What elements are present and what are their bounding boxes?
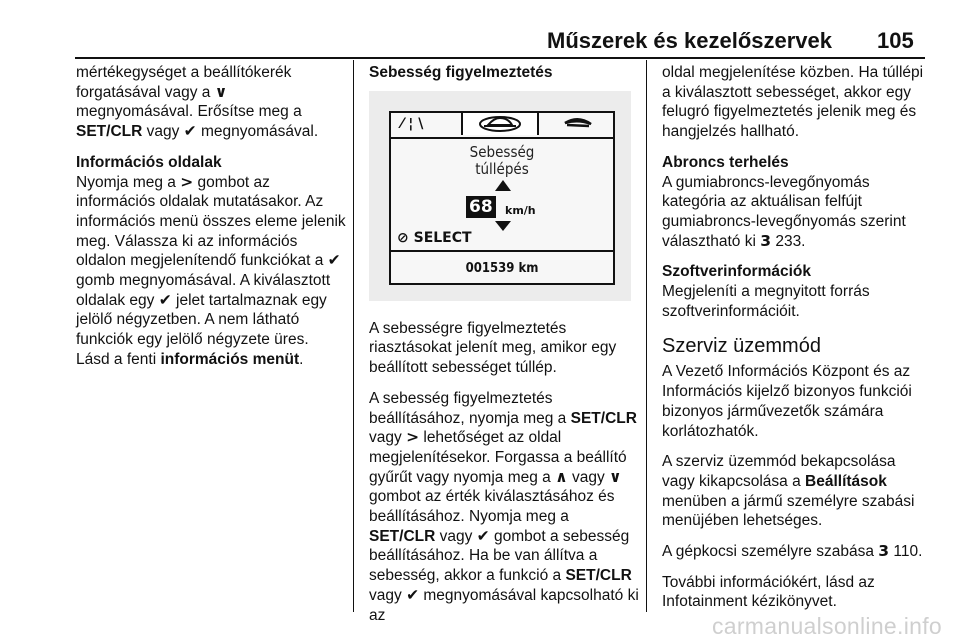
text-run: A sebesség figyelmeztetés beállításához, nyomja meg a [369, 389, 571, 427]
header-rule [75, 57, 925, 59]
display-tab-bar [391, 113, 613, 139]
display-title-line2: túllépés [475, 159, 529, 178]
bold-term: Beállítások [805, 472, 887, 490]
button-glyph-icon: ✔ [183, 122, 197, 141]
text-run: gombot az érték kiválasztásához és beállításához. Nyomja meg a [369, 488, 615, 526]
button-glyph-icon: ✔ [476, 526, 490, 545]
arrow-up-icon [495, 180, 511, 191]
display-separator [391, 250, 613, 252]
speed-unit: km/h [505, 203, 536, 217]
text-run: lehetőséget az oldal megjelenítésekor. Forgassa a beállító gyűrűt vagy nyomja meg a [369, 429, 627, 486]
speed-warning-para1: A sebességre figyelmeztetés riasztásokat jelenít meg, amikor egy beállított sebességet túllép. [369, 319, 617, 377]
service-mode-para2 [662, 452, 932, 531]
select-row [397, 229, 472, 249]
page-header [0, 0, 960, 60]
button-glyph-icon: ∧ [555, 467, 568, 486]
button-glyph-icon: ✔ [327, 251, 341, 270]
text-run: menüben a jármű személyre szabási menüjében lehetséges. [662, 492, 915, 530]
speed-warning-para2 [369, 389, 639, 625]
button-glyph-icon: ∨ [214, 82, 228, 101]
text-run: jelet tartalmaznak egy jelölő négyzetben. A nem látható funkciók egy jelölő négyzete üres. Lásd a fenti [76, 291, 327, 368]
info-pages-heading: Információs oldalak [76, 153, 222, 171]
column-divider-1 [353, 60, 354, 612]
text-run: 110. [889, 543, 923, 561]
column-divider-2 [646, 60, 647, 612]
text-run: . [299, 350, 304, 368]
tire-load-heading: Abroncs terhelés [662, 153, 789, 171]
service-mode-para1: A Vezető Információs Központ és az Információs kijelző bizonyos funkciói bizonyos járművezetők számára korlátozhatók. [662, 363, 912, 440]
text-run: vagy [567, 468, 610, 486]
car-tab-active [461, 113, 539, 135]
road-sign-icon [563, 115, 593, 140]
text-run: vagy [369, 429, 407, 447]
select-check-icon: ⊘ [397, 229, 409, 246]
text-run: A gumiabroncs-levegőnyomás kategória az aktuálisan felfújt gumiabroncs-levegőnyomás szerint választható ki [662, 173, 906, 250]
text-run: megnyomásával. [196, 123, 319, 141]
display-title-line1: Sebesség [469, 142, 535, 161]
button-glyph-icon: ✔ [158, 290, 172, 309]
software-info-heading: Szoftverinformációk [662, 263, 812, 281]
text-run: vagy [435, 527, 477, 545]
bold-term: információs menüt [160, 350, 300, 368]
text-run: vagy [142, 123, 184, 141]
column-2 [369, 63, 639, 625]
tire-load-paragraph [662, 173, 932, 252]
bold-term: SET/CLR [565, 567, 632, 585]
column-1 [76, 63, 346, 370]
bold-term: SET/CLR [570, 409, 637, 427]
select-label: SELECT [413, 229, 472, 246]
text-run: megnyomásával. Erősítse meg a [76, 103, 302, 121]
lane-icon: ⁄ ¦ \ [401, 115, 424, 132]
button-glyph-icon: 3 [760, 231, 772, 250]
button-glyph-icon: 3 [878, 542, 890, 561]
text-run: A gépkocsi személyre szabása [662, 543, 879, 561]
text-run: megnyomásával kapcsolható ki az [369, 586, 639, 624]
display-illustration [369, 91, 631, 301]
service-mode-heading: Szerviz üzemmód [662, 335, 821, 358]
info-display-screen [389, 111, 615, 285]
text-run: mértékegységet a beállítókerék forgatásával vagy a [76, 64, 292, 101]
text-run: Nyomja meg a [76, 173, 181, 191]
section-title: Műszerek és kezelőszervek [547, 28, 832, 53]
bold-term: SET/CLR [76, 123, 143, 141]
text-run: gombot a sebesség beállításához. Ha be van állítva a sebesség, akkor a funkció a [369, 527, 630, 585]
page-number: 105 [877, 28, 914, 53]
odometer: 001539 km [465, 260, 539, 276]
speed-warning-heading: Sebesség figyelmeztetés [369, 64, 553, 81]
text-run: vagy [369, 586, 407, 604]
column-3 [662, 63, 932, 612]
arrow-down-icon [495, 221, 511, 231]
button-glyph-icon: > [406, 428, 420, 447]
text-run: gomb megnyomásával. A kiválasztott oldalak egy [76, 272, 331, 309]
text-run: 233. [771, 232, 806, 250]
text-run: A szerviz üzemmód bekapcsolása vagy kikapcsolása a [662, 453, 896, 490]
service-mode-para3 [662, 542, 932, 562]
button-glyph-icon: ∨ [609, 467, 622, 486]
service-mode-para4: További információkért, lásd az Infotainment kézikönyvet. [662, 573, 875, 611]
software-info-paragraph: Megjeleníti a megnyitott forrás szoftverinformációit. [662, 283, 870, 320]
info-pages-paragraph [76, 173, 346, 370]
car-icon [478, 113, 522, 133]
page-footer [0, 612, 960, 642]
watermark: carmanualsonline.info [711, 613, 942, 639]
button-glyph-icon: ✔ [406, 585, 420, 604]
button-glyph-icon: > [180, 172, 194, 191]
speed-warning-continued: oldal megjelenítése közben. Ha túllépi a kiválasztott sebességet, akkor egy felugró figyelmeztetés jelenik meg és hangjelzés hallható. [662, 64, 924, 141]
intro-paragraph [76, 63, 346, 142]
text-run: gombot az információs oldalak mutatásakor. Az információs menü összes eleme jelenik meg. Válassza ki az információs oldalon megjelenítendő funkciókat a [76, 173, 346, 270]
speed-value: 68 [466, 196, 496, 218]
bold-term: SET/CLR [369, 527, 436, 545]
